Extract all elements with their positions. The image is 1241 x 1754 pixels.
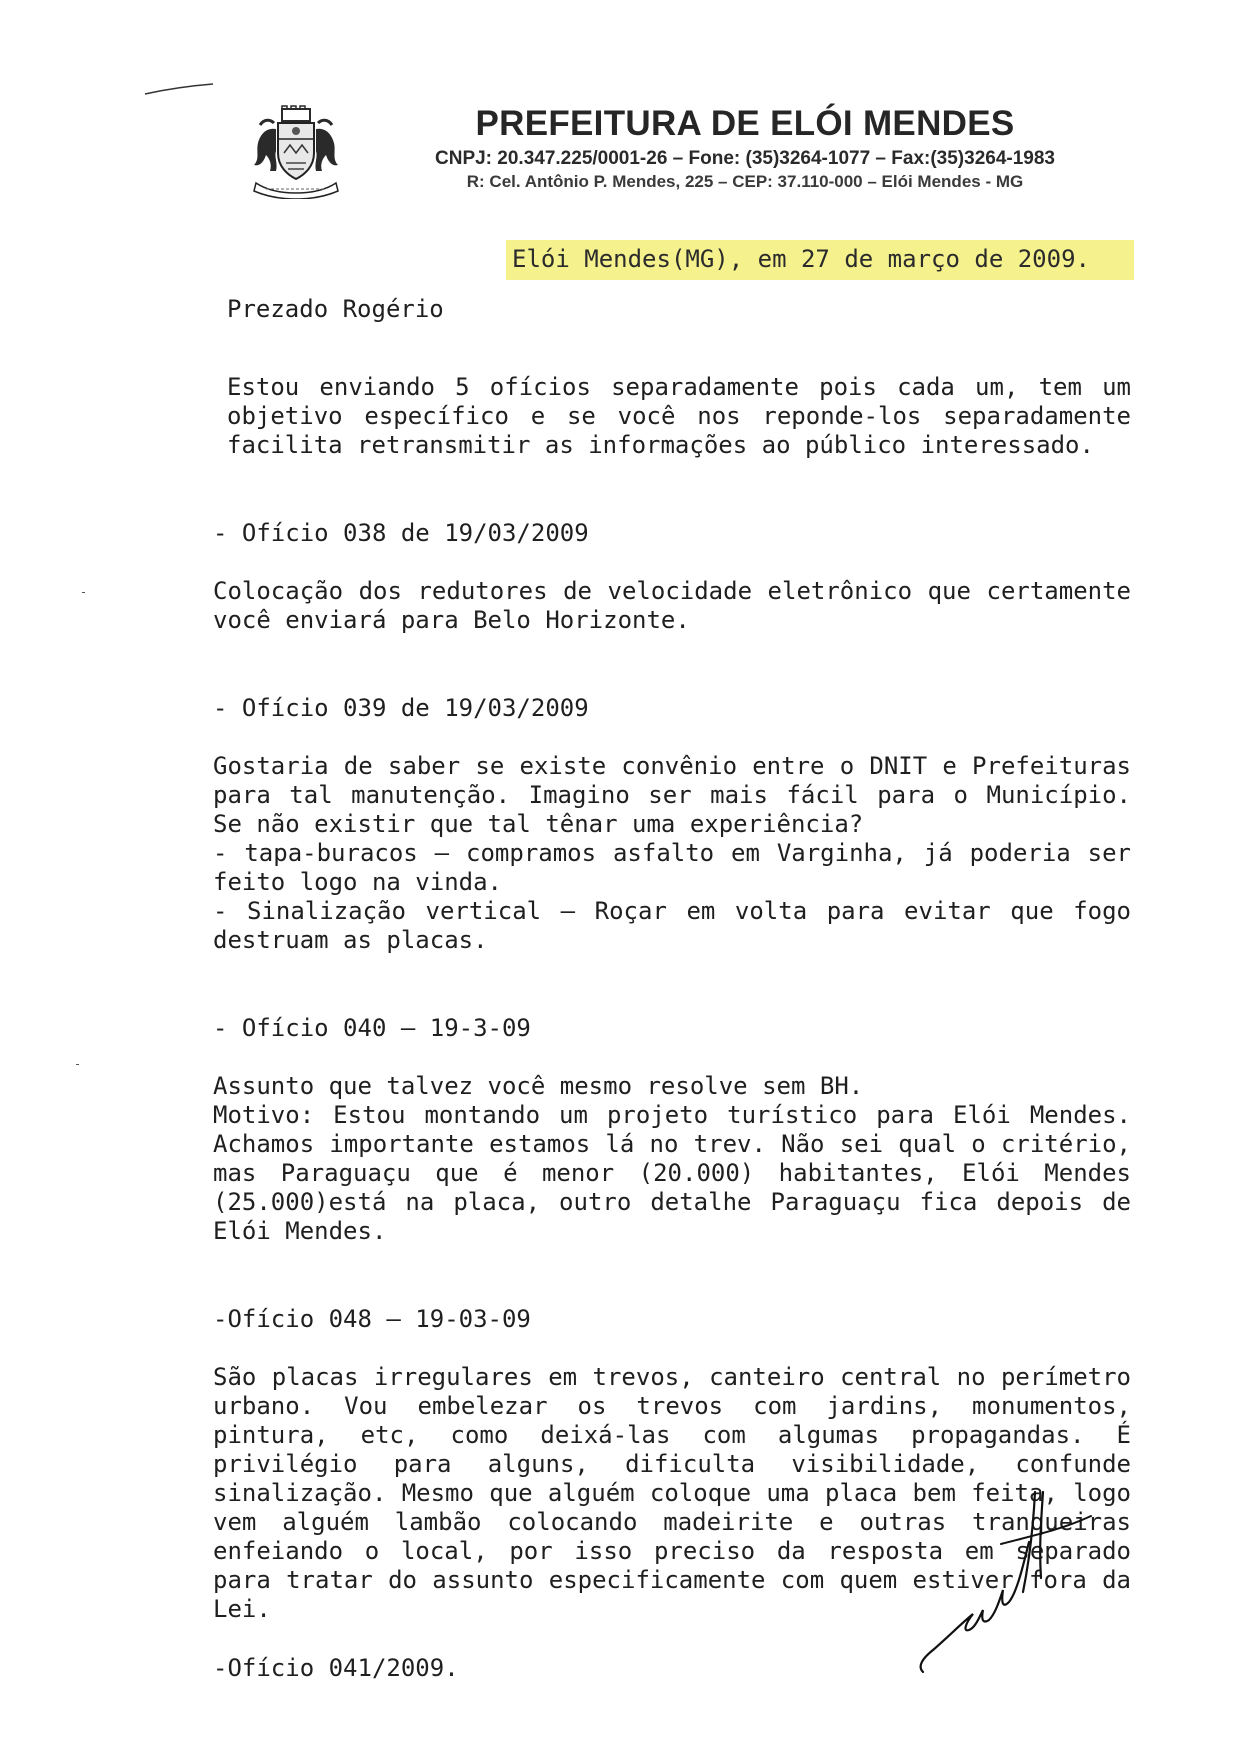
salutation: Prezado Rogério (227, 295, 444, 323)
oficio-heading: - Ofício 038 de 19/03/2009 (213, 519, 589, 547)
intro-paragraph: Estou enviando 5 ofícios separadamente pois cada um, tem um objetivo específico e se você nos reponde-los separadamente facilita retransmitir as informações ao público interessado. (227, 373, 1131, 459)
oficio-text: Gostaria de saber se existe convênio entre o DNIT e Prefeituras para tal manutenção. Imagino ser mais fácil para o Município. Se não existir que tal tênar uma experiência? - tapa-buracos – compramos asfalto em Varginha, já poderia ser feito logo na vinda. - Sinalização vertical – Roçar em volta para evitar que fogo destruam as placas. (213, 752, 1131, 954)
municipality-title: PREFEITURA DE ELÓI MENDES (475, 104, 1015, 143)
municipal-coat-of-arms-icon (246, 105, 346, 199)
letter-body (213, 294, 1131, 1683)
letterhead (380, 102, 1110, 193)
oficio-heading: -Ofício 048 – 19-03-09 (213, 1305, 531, 1333)
oficio-block (213, 985, 1131, 1246)
oficio-heading: - Ofício 040 – 19-3-09 (213, 1014, 531, 1042)
oficio-block (213, 490, 1131, 635)
oficio-text: São placas irregulares em trevos, canteiro central no perímetro urbano. Vou embelezar os trevos com jardins, monumentos, pintura, etc, como deixá-las com algumas propagandas. É privilégio para alguns, dificulta visibilidade, confunde sinalização. Mesmo que alguém coloque uma placa bem feita, logo vem alguém lambão colocando madeirite e outras tranqueiras enfeiando o local, por isso preciso da resposta em separado para tratar do assunto especificamente com quem estiver fora da Lei. (213, 1363, 1131, 1623)
scan-speck (82, 592, 85, 593)
date-line: Elói Mendes(MG), em 27 de março de 2009. (506, 240, 1134, 280)
oficio-text: Assunto que talvez você mesmo resolve sem BH. Motivo: Estou montando um projeto turístico para Elói Mendes. Achamos importante estamos lá no trev. Não sei qual o critério, mas Paraguaçu que é menor (20.000) habitantes, Elói Mendes (25.000)está na placa, outro detalhe Paraguaçu fica depois de Elói Mendes. (213, 1072, 1131, 1245)
contact-line: CNPJ: 20.347.225/0001-26 – Fone: (35)3264-1077 – Fax:(35)3264-1983 (435, 148, 1055, 169)
last-oficio-reference: -Ofício 041/2009. (213, 1654, 459, 1682)
oficio-block (213, 665, 1131, 955)
scan-speck (76, 1064, 79, 1065)
stray-pen-mark (143, 82, 215, 96)
address-line: R: Cel. Antônio P. Mendes, 225 – CEP: 37.110-000 – Elói Mendes - MG (466, 172, 1024, 191)
oficio-heading: - Ofício 039 de 19/03/2009 (213, 694, 589, 722)
oficio-text: Colocação dos redutores de velocidade eletrônico que certamente você enviará para Belo Horizonte. (213, 577, 1131, 634)
handwritten-signature-icon (905, 1482, 1105, 1692)
